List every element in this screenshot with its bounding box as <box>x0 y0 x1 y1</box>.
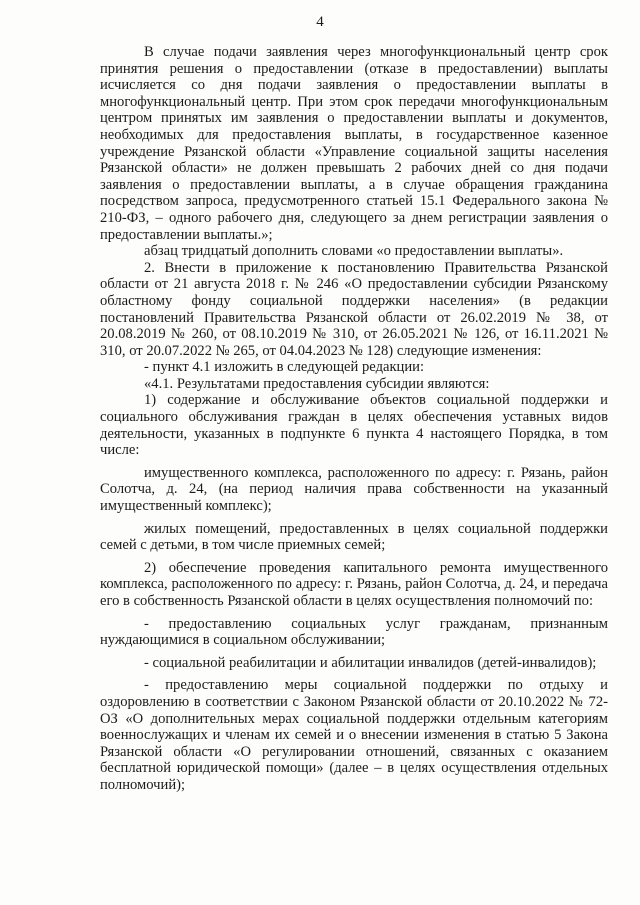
paragraph-8: жилых помещений, предоставленных в целях социальной поддержки семей с детьми, в том числе приемных семей; <box>100 520 608 554</box>
paragraph-7: имущественного комплекса, расположенного по адресу: г. Рязань, район Солотча, д. 24, (на период наличия права собственности на указанный имущественный комплекс); <box>100 464 608 515</box>
paragraph-4: - пункт 4.1 изложить в следующей редакции: <box>144 359 425 376</box>
paragraph-1: В случае подачи заявления через многофункциональный центр срок принятия решения о предоставлении (отказе в предоставлении) выплаты исчисляется со дня подачи заявления о предоставлении выплаты в многофункциональный центр. При этом срок передачи многофункциональным центром принятых им заявления о предоставлении выплаты и документов, необходимых для предоставления выплаты, в государственное казенное учреждение Рязанской области «Управление социальной защиты населения Рязанской области» не должен превышать 2 рабочих дней со дня подачи заявления о предоставлении выплаты, а в случае обращения гражданина посредством запроса, предусмотренного статьей 15.1 Федерального закона № 210-ФЗ, – одного рабочего дня, следующего за днем регистрации заявления о предоставлении выплаты.»; <box>100 44 608 243</box>
paragraph-9: 2) обеспечение проведения капитального ремонта имущественного комплекса, расположенного по адресу: г. Рязань, район Солотча, д. 24, и передача его в собственность Рязанской области в целях осуществления полномочий по: <box>100 559 608 609</box>
paragraph-6: 1) содержание и обслуживание объектов социальной поддержки и социального обслуживания граждан в целях обеспечения уставных видов деятельности, указанных в подпункте 6 пункта 4 настоящего Порядка, в том числе: <box>100 392 608 459</box>
paragraph-12: - предоставлению меры социальной поддержки по отдыху и оздоровлению в соответствии с Законом Рязанской области от 20.10.2022 № 72-ОЗ «О дополнительных мерах социальной поддержки отдельным категориям военнослужащих и членам их семей и о внесении изменения в статью 5 Закона Рязанской области «О регулировании отношений, связанных с оказанием бесплатной юридической помощи» (далее – в целях осуществления отдельных полномочий); <box>100 677 608 793</box>
paragraph-3: 2. Внести в приложение к постановлению Правительства Рязанской области от 21 августа 2018 г. № 246 «О предоставлении субсидии Рязанскому областному фонду социальной поддержки населения» (в редакции постановлений Правительства Рязанской области от 26.02.2019 № 38, от 20.08.2019 № 260, от 08.10.2019 № 310, от 26.05.2021 № 126, от 16.11.2021 № 310, от 20.07.2022 № 265, от 04.04.2023 № 128) следующие изменения: <box>100 259 608 359</box>
paragraph-11: - социальной реабилитации и абилитации инвалидов (детей-инвалидов); <box>144 654 597 671</box>
paragraph-10: - предоставлению социальных услуг гражданам, признанным нуждающимися в социальном обслуживании; <box>100 615 608 649</box>
paragraph-5: «4.1. Результатами предоставления субсидии являются: <box>144 375 490 392</box>
document-body <box>100 44 608 794</box>
page-number: 4 <box>316 14 324 30</box>
paragraph-2: абзац тридцатый дополнить словами «о предоставлении выплаты». <box>144 243 564 260</box>
